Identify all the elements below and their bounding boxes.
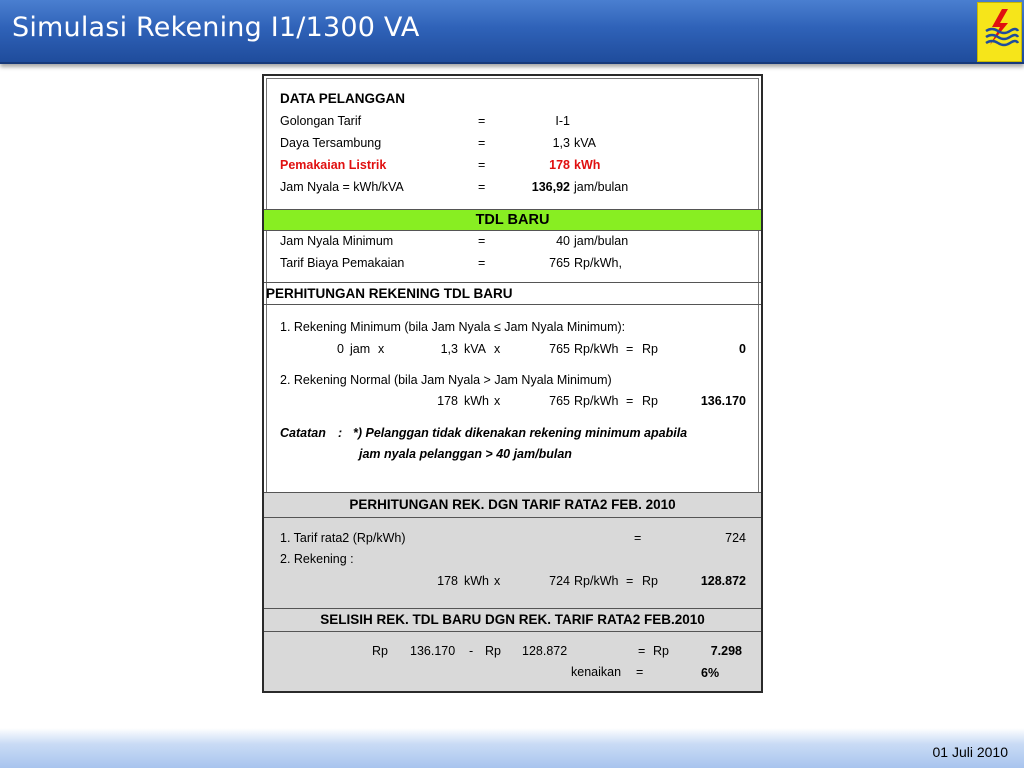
rek-min-kva: 1,3 xyxy=(440,342,458,356)
rek-min-times-1: x xyxy=(378,342,385,356)
rata2-times: x xyxy=(494,574,501,588)
catatan-line-1: *) Pelanggan tidak dikenakan rekening minimum apabila xyxy=(353,426,688,440)
selisih-section xyxy=(264,608,761,691)
tdl-baru-heading: TDL BARU xyxy=(475,212,550,228)
rek-normal-kwh-unit: kWh xyxy=(464,394,489,408)
data-pelanggan-heading: DATA PELANGGAN xyxy=(280,91,405,106)
selisih-currency-2: Rp xyxy=(485,644,501,658)
daya-tersambung-eq: = xyxy=(478,136,486,150)
rekening-minimum-title: 1. Rekening Minimum (bila Jam Nyala ≤ Jam Nyala Minimum): xyxy=(280,320,626,334)
tarif-rata2-label: 1. Tarif rata2 (Rp/kWh) xyxy=(280,531,406,545)
daya-tersambung-unit: kVA xyxy=(574,136,596,150)
rata2-result: 128.872 xyxy=(700,574,746,588)
rata2-kwh-unit: kWh xyxy=(464,574,489,588)
rek-min-result: 0 xyxy=(739,342,746,356)
jam-nyala-minimum-eq: = xyxy=(478,234,486,248)
rek-min-times-2: x xyxy=(494,342,501,356)
daya-tersambung-label: Daya Tersambung xyxy=(280,136,382,150)
rata2-eq: = xyxy=(626,574,634,588)
rata2-heading: PERHITUNGAN REK. DGN TARIF RATA2 FEB. 2010 xyxy=(349,497,676,512)
rek-normal-eq: = xyxy=(626,394,634,408)
rata2-currency: Rp xyxy=(642,574,658,588)
tdl-baru-band xyxy=(264,209,761,231)
jam-nyala-minimum-unit: jam/bulan xyxy=(574,234,629,248)
daya-tersambung-value: 1,3 xyxy=(552,136,570,150)
rek-min-currency: Rp xyxy=(642,342,658,356)
tarif-rata2-eq: = xyxy=(634,531,642,545)
rata2-section xyxy=(264,492,761,609)
tarif-rata2-value: 724 xyxy=(725,531,746,545)
catatan-label: Catatan xyxy=(280,426,326,440)
jam-nyala-label: Jam Nyala = kWh/kVA xyxy=(280,180,404,194)
perhitungan-heading: PERHITUNGAN REKENING TDL BARU xyxy=(266,286,513,301)
jam-nyala-minimum-value: 40 xyxy=(556,234,570,248)
selisih-currency-3: Rp xyxy=(653,644,669,658)
tarif-biaya-eq: = xyxy=(478,256,486,270)
selisih-heading: SELISIH REK. TDL BARU DGN REK. TARIF RATA2 FEB.2010 xyxy=(320,612,705,627)
catatan-line-2: jam nyala pelanggan > 40 jam/bulan xyxy=(359,447,572,461)
golongan-tarif-label: Golongan Tarif xyxy=(280,114,362,128)
rekening-normal-title: 2. Rekening Normal (bila Jam Nyala > Jam Nyala Minimum) xyxy=(280,373,612,387)
pemakaian-listrik-value: 178 xyxy=(549,158,570,172)
pln-logo xyxy=(977,2,1022,62)
lightning-logo-icon xyxy=(978,3,1023,63)
golongan-tarif-eq: = xyxy=(478,114,486,128)
rek-normal-tariff-unit: Rp/kWh xyxy=(574,394,619,408)
selisih-difference: 7.298 xyxy=(710,644,742,658)
billing-simulation-panel xyxy=(262,74,763,693)
rek-min-hours: 0 xyxy=(337,342,344,356)
selisih-value-1: 136.170 xyxy=(410,644,456,658)
rata2-divider xyxy=(264,517,761,518)
jam-nyala-minimum-label: Jam Nyala Minimum xyxy=(280,234,394,248)
kenaikan-value: 6% xyxy=(701,666,720,680)
golongan-tarif-value: I-1 xyxy=(555,114,570,128)
tarif-biaya-label: Tarif Biaya Pemakaian xyxy=(280,256,405,270)
perhitungan-band xyxy=(264,282,761,305)
rek-min-eq: = xyxy=(626,342,634,356)
title-bar xyxy=(0,0,1024,64)
pemakaian-listrik-label: Pemakaian Listrik xyxy=(280,158,387,172)
rek-normal-result: 136.170 xyxy=(700,394,746,408)
footer-date: 01 Juli 2010 xyxy=(932,744,1008,760)
rek-min-hours-unit: jam xyxy=(350,342,371,356)
slide-title: Simulasi Rekening I1/1300 VA xyxy=(12,12,420,43)
rek-normal-times: x xyxy=(494,394,501,408)
rek-min-tariff-unit: Rp/kWh xyxy=(574,342,619,356)
rata2-tariff: 724 xyxy=(549,574,570,588)
rekening-rata2-label: 2. Rekening : xyxy=(280,552,354,566)
rek-normal-tariff: 765 xyxy=(549,394,570,408)
kenaikan-label: kenaikan xyxy=(571,665,622,679)
jam-nyala-eq: = xyxy=(478,180,486,194)
selisih-eq: = xyxy=(638,644,646,658)
selisih-divider xyxy=(264,631,761,632)
selisih-value-2: 128.872 xyxy=(522,644,568,658)
kenaikan-eq: = xyxy=(636,665,644,679)
jam-nyala-unit: jam/bulan xyxy=(574,180,629,194)
footer-bar xyxy=(0,728,1024,768)
pemakaian-listrik-eq: = xyxy=(478,158,486,172)
tarif-biaya-value: 765 xyxy=(549,256,570,270)
selisih-minus: - xyxy=(469,644,474,658)
pemakaian-listrik-unit: kWh xyxy=(574,158,601,172)
jam-nyala-value: 136,92 xyxy=(531,180,570,194)
rek-min-tariff: 765 xyxy=(549,342,570,356)
catatan-sep: : xyxy=(338,426,343,440)
rata2-kwh: 178 xyxy=(437,574,458,588)
rata2-tariff-unit: Rp/kWh xyxy=(574,574,619,588)
rek-min-kva-unit: kVA xyxy=(464,342,486,356)
selisih-currency-1: Rp xyxy=(372,644,388,658)
tarif-biaya-unit: Rp/kWh, xyxy=(574,256,622,270)
rek-normal-kwh: 178 xyxy=(437,394,458,408)
rek-normal-currency: Rp xyxy=(642,394,658,408)
